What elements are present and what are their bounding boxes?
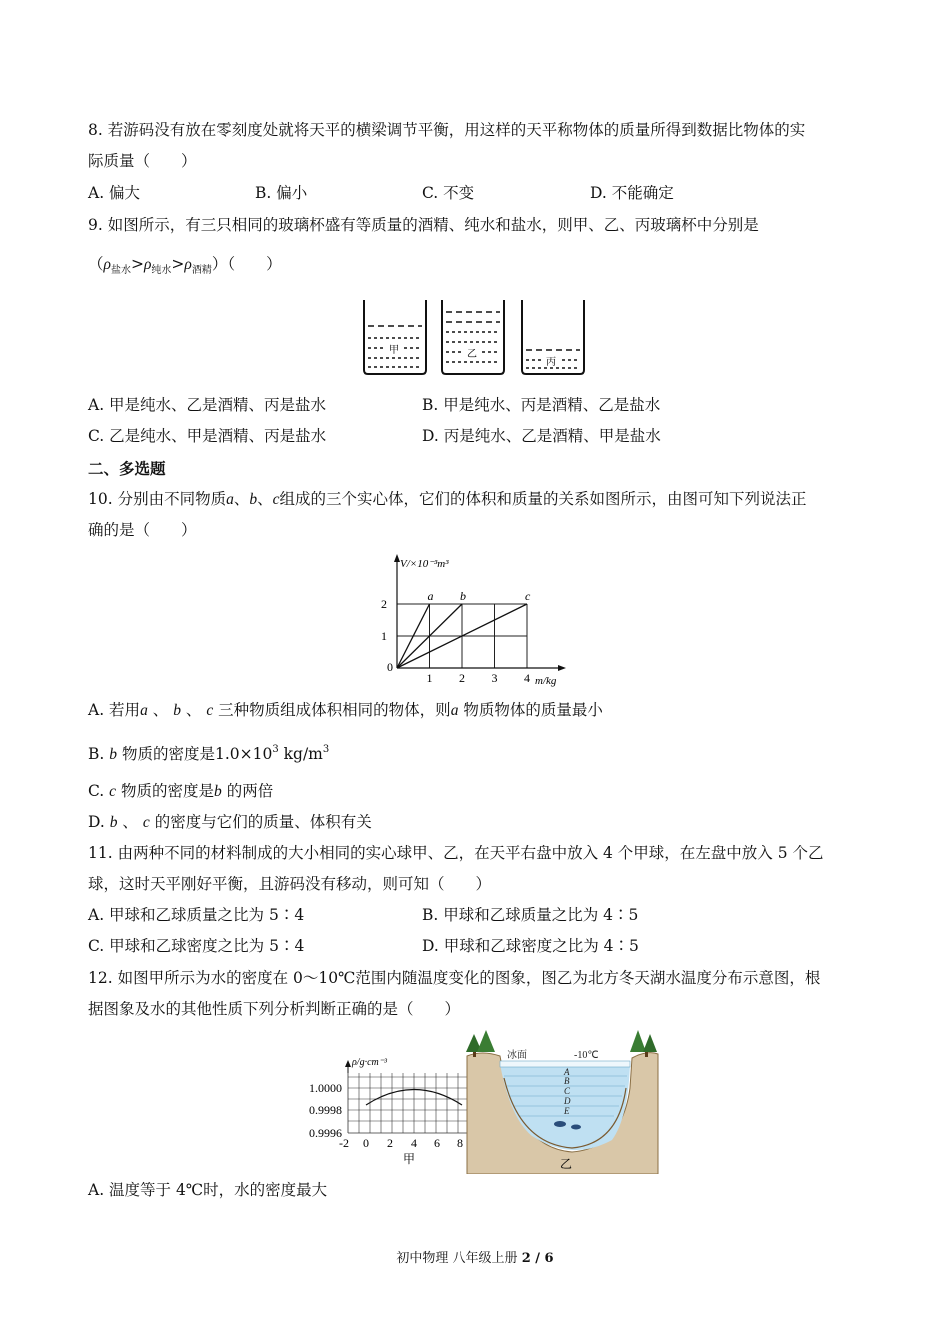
var-b: b [109,814,118,831]
x-axis-label: m/kg [535,675,557,687]
var-b: b [249,491,258,508]
var-c: c [206,702,214,719]
q9-option-b: B. 甲是纯水、丙是酒精、乙是盐水 [422,396,661,414]
q10-stem-line1 [88,489,807,510]
var-c: c [142,814,150,831]
layer-label: C [564,1086,571,1096]
gt-sign: > [171,255,185,273]
cup-yi [442,300,504,374]
footer-subject: 初中物理 八年级上册 [396,1251,518,1266]
rho-sub-salt: 盐水 [110,265,131,276]
section-heading: 二、多选题 [88,459,166,478]
sep: 、 [122,813,138,831]
series-label-b: b [460,589,466,603]
q11-option-b: B. 甲球和乙球质量之比为 4∶5 [422,906,639,924]
q8-option-b: B. 偏小 [255,184,308,202]
x-tick-label: 3 [491,671,498,685]
fig1-x-tick: 2 [387,1136,393,1150]
q10-text: D. [88,813,110,831]
density-value: 1.0×10 [214,745,273,763]
q11-option-c: C. 甲球和乙球密度之比为 5∶4 [88,937,305,955]
q8-option-d: D. 不能确定 [590,184,674,202]
page-footer [0,1247,950,1266]
q10-text: 物质的密度是 [121,782,215,800]
x-tick-label: 2 [459,671,465,685]
var-a: a [226,491,234,508]
q12-lake-diagram [462,1028,662,1174]
q10-option-b [88,740,329,765]
q10-text: A. 若用 [88,701,141,719]
q10-text: 物质的密度是 [121,745,215,763]
var-b: b [109,746,117,763]
q9-option-a: A. 甲是纯水、乙是酒精、丙是盐水 [88,396,327,414]
footer-page-number: 2 / 6 [521,1251,554,1266]
q10-option-d [88,812,372,833]
fig1-x-tick: 6 [434,1136,440,1150]
q9-option-c: C. 乙是纯水、甲是酒精、丙是盐水 [88,427,327,445]
q10-text: 组成的三个实心体，它们的体积和质量的关系如图所示，由图可知下列说法正 [279,490,807,508]
fig1-x-tick: -2 [339,1136,349,1150]
origin-label: 0 [387,660,393,674]
series-label-a: a [427,589,434,603]
rho-sub-alcohol: 酒精 [191,265,212,276]
q9-option-d: D. 丙是纯水、乙是酒精、甲是盐水 [422,427,661,445]
fig1-x-tick: 4 [411,1136,417,1150]
q10-text: C. [88,782,110,800]
cup-jia [364,300,426,374]
q12-stem-line2: 据图象及水的其他性质下列分析判断正确的是（ ） [88,1000,461,1018]
fig1-y-tick: 1.0000 [309,1081,342,1095]
x-tick-label: 4 [524,671,530,685]
surface-temp-label: -10℃ [574,1050,599,1061]
rho-symbol: ρ [143,256,152,273]
rho-symbol: ρ [103,256,111,273]
y-tick-label: 1 [381,629,387,643]
x-tick-label: 1 [426,671,433,685]
q8-stem-line1: 8. 若游码没有放在零刻度处就将天平的横梁调节平衡，用这样的天平称物体的质量所得到数据比物体的实 [88,121,806,139]
q10-option-c [88,781,273,802]
y-tick-label: 2 [381,597,387,611]
q11-stem-line1: 11. 由两种不同的材料制成的大小相同的实心球甲、乙，在天平右盘中放入 4 个甲球，在左盘中放入 5 个乙 [88,844,824,862]
fig1-x-tick: 8 [457,1136,463,1150]
q9-stem-line1: 9. 如图所示，有三只相同的玻璃杯盛有等质量的酒精、纯水和盐水，则甲、乙、丙玻璃杯中分别是 [88,216,759,234]
q10-volume-mass-chart [360,550,580,690]
q9-density-relation [88,254,282,281]
q10-text: 10. 分别由不同物质 [88,490,227,508]
q8-stem-line2: 际质量（ ） [88,152,197,170]
q8-option-c: C. 不变 [422,184,475,202]
q10-text: 的两倍 [226,782,274,800]
sep: 、 [233,490,250,508]
q11-option-d: D. 甲球和乙球密度之比为 4∶5 [422,937,639,955]
q11-option-a: A. 甲球和乙球质量之比为 5∶4 [88,906,305,924]
var-a: a [450,702,459,719]
rho-symbol: ρ [184,256,192,273]
fig1-y-label: ρ/g·cm⁻³ [352,1057,388,1068]
q10-text: 三种物质组成体积相同的物体，则 [218,701,451,719]
layer-label: D [564,1096,571,1106]
q12-option-a: A. 温度等于 4℃时，水的密度最大 [88,1181,328,1199]
fig1-x-tick: 0 [363,1136,369,1150]
exponent: 3 [322,744,330,755]
q8-option-a: A. 偏大 [88,184,141,202]
paren-close: ）（ ） [211,255,282,273]
layer-label: E [564,1106,570,1116]
y-axis-label: V/×10⁻³m³ [400,558,449,570]
fig1-y-tick: 0.9998 [309,1103,342,1117]
fig1-caption: 甲 [402,1152,416,1166]
sep: 、 [152,701,169,719]
var-c: c [272,491,280,508]
fig1-y-tick: 0.9996 [309,1126,342,1140]
paren-open: （ [88,255,104,273]
q10-text: B. [88,745,110,763]
q11-stem-line2: 球，这时天平刚好平衡，且游码没有移动，则可知（ ） [88,875,492,893]
q12-stem-line1: 12. 如图甲所示为水的密度在 0～10℃范围内随温度变化的图象，图乙为北方冬天湖水温度分布示意图，根 [88,969,821,987]
var-c: c [109,783,117,800]
q10-text: 的密度与它们的质量、体积有关 [154,813,372,831]
cup-label-bing: 丙 [546,357,556,368]
cup-bing [522,300,584,374]
sep: 、 [257,490,273,508]
q10-option-a [88,700,603,721]
exponent: 3 [272,744,279,755]
gt-sign: > [130,255,144,273]
cup-label-jia: 甲 [389,345,399,356]
q10-stem-line2: 确的是（ ） [88,521,197,539]
cup-label-yi: 乙 [467,349,477,360]
var-a: a [140,702,148,719]
sep: 、 [185,701,202,719]
density-unit: kg/m [283,745,323,763]
q10-text: 物质物体的质量最小 [463,701,603,719]
layer-label: B [564,1076,570,1086]
var-b: b [173,702,181,719]
ice-label: 冰面 [507,1050,527,1061]
rho-sub-pure: 纯水 [151,265,172,276]
series-label-c: c [525,589,531,603]
fig2-caption: 乙 [559,1157,573,1171]
q9-cups-figure [360,298,590,378]
var-b: b [214,783,222,800]
layer-label: A [564,1067,570,1077]
